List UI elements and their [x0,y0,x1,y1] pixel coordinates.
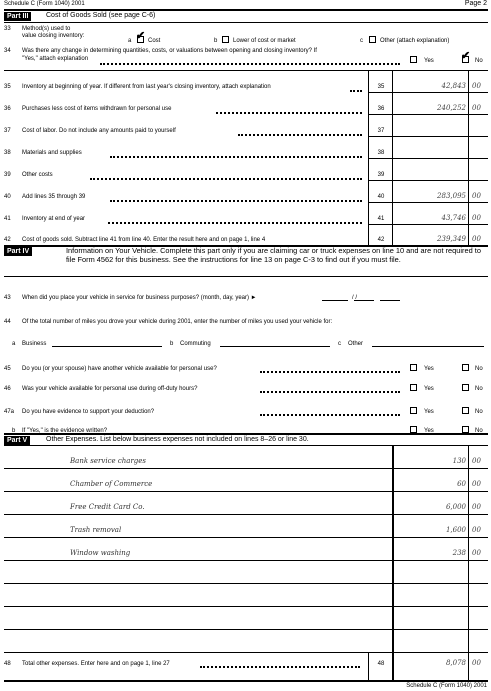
expense-desc[interactable]: Chamber of Commerce [70,480,153,488]
change-yes-checkbox[interactable] [410,56,417,63]
part4-tag: Part IV [4,247,32,256]
line-40-label: Add lines 35 through 39 [22,194,86,200]
expense-amount[interactable]: 238 [452,549,466,557]
q-45-label: Do you (or your spouse) have another vehicle available for personal use? [22,366,217,372]
q-45-yes-checkbox[interactable] [410,364,417,371]
footer: Schedule C (Form 1040) 2001 [406,683,487,689]
line-36-label: Purchases less cost of items withdrawn for personal use [22,106,172,112]
page-number: Page 2 [464,0,487,7]
part3-tag: Part III [4,12,31,21]
q-46-no-checkbox[interactable] [462,384,469,391]
expense-amount[interactable]: 1,600 [445,526,466,534]
expense-amount[interactable]: 60 [457,480,466,488]
line-35-label: Inventory at beginning of year. If different from last year's closing inventory, attach explanation [22,84,271,90]
form-id: Schedule C (Form 1040) 2001 [4,1,85,7]
line-42-amount[interactable]: 239,349 [437,235,466,243]
line-38-label: Materials and supplies [22,150,82,156]
expense-desc[interactable]: Bank service charges [70,457,147,465]
line-41-amount[interactable]: 43,746 [441,214,466,222]
part3-title: Cost of Goods Sold (see page C-6) [46,12,156,19]
line-41-label: Inventory at end of year [22,216,86,222]
q-46-label: Was your vehicle available for personal use during off-duty hours? [22,386,198,392]
line-39-label: Other costs [22,172,53,178]
q-47a-label: Do you have evidence to support your deduction? [22,409,155,415]
part5-tag: Part V [4,436,30,445]
q-b-no-checkbox[interactable] [462,426,469,433]
part4-title: Information on Your Vehicle. Complete this part only if you are claiming car or truck expenses on line 10 and are not required to file Form 4562 for this business. See the instructions for line 13 on page C-3 to find out if you must file. [66,246,481,264]
expense-amount[interactable]: 130 [452,457,466,465]
total-other-expenses: 8,078 [445,659,466,667]
line-36-amount[interactable]: 240,252 [437,104,466,112]
method-other-checkbox[interactable] [369,36,376,43]
line-42-label: Cost of goods sold. Subtract line 41 from line 40. Enter the result here and on page 1, line 4 [22,237,266,243]
line-37-label: Cost of labor. Do not include any amounts paid to yourself [22,128,176,134]
q-b-yes-checkbox[interactable] [410,426,417,433]
method-lower-of-cost-checkbox[interactable] [222,36,229,43]
expense-desc[interactable]: Free Credit Card Co. [70,503,145,511]
q-47a-yes-checkbox[interactable] [410,407,417,414]
line-35-amount[interactable]: 42,843 [441,82,466,90]
q-47a-no-checkbox[interactable] [462,407,469,414]
q-46-yes-checkbox[interactable] [410,384,417,391]
part5-title: Other Expenses. List below business expenses not included on lines 8–26 or line 30. [46,436,309,443]
q-b-label: If "Yes," is the evidence written? [22,428,108,434]
expense-desc[interactable]: Window washing [70,549,131,557]
expense-desc[interactable]: Trash removal [70,526,122,534]
q-45-no-checkbox[interactable] [462,364,469,371]
expense-amount[interactable]: 6,000 [445,503,466,511]
line-40-amount[interactable]: 283,095 [437,192,466,200]
